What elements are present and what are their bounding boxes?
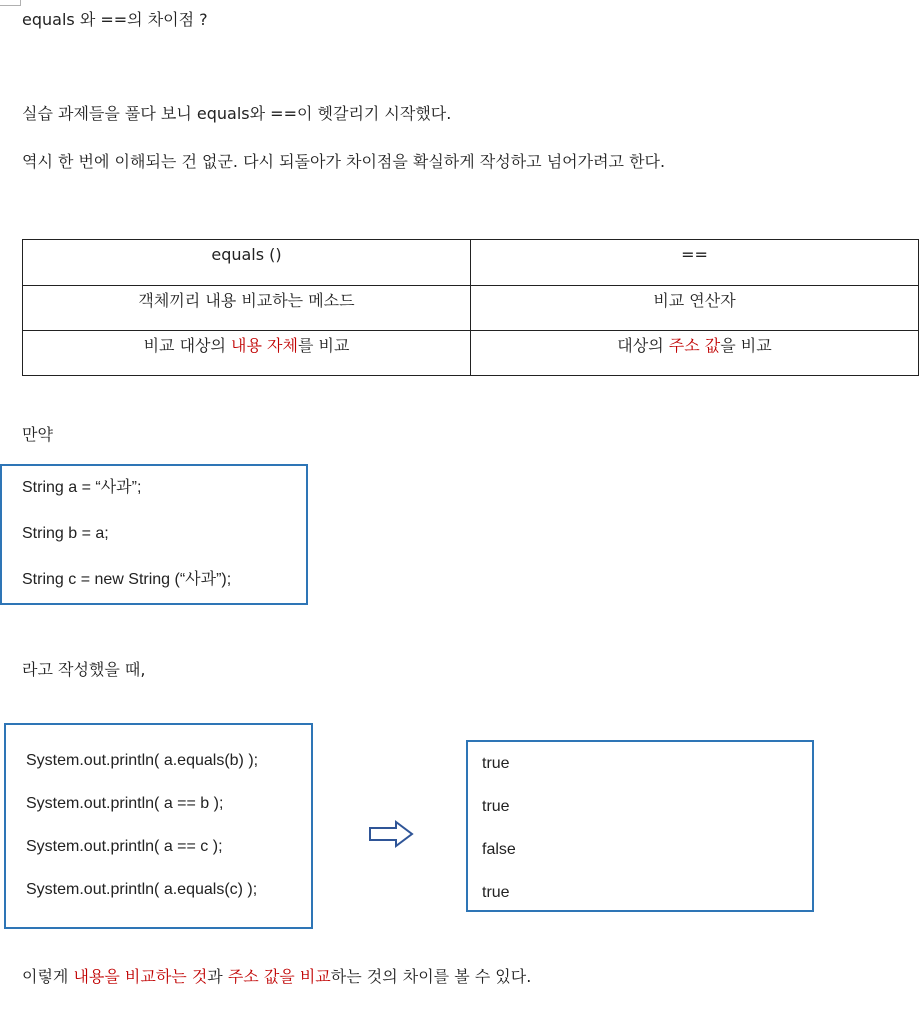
code-line: String b = a; (22, 525, 109, 542)
conclusion-text: 하는 것의 차이를 볼 수 있다. (330, 967, 532, 986)
conclusion-text: 과 (207, 967, 228, 986)
code-line: System.out.println( a.equals(c) ); (26, 881, 258, 898)
code-line: String c = new String (“사과”); (22, 571, 232, 588)
conclusion-text: 이렇게 (22, 967, 74, 986)
conclusion-highlight: 내용을 비교하는 것 (73, 967, 208, 986)
print-statements-box (4, 723, 313, 929)
code-line: System.out.println( a == b ); (26, 795, 224, 812)
document-title: equals 와 ==의 차이점 ? (22, 10, 208, 29)
code-line: System.out.println( a == c ); (26, 838, 223, 855)
cell-highlight: 주소 값 (668, 336, 721, 355)
conclusion-highlight: 주소 값을 비교 (227, 967, 331, 986)
page-corner-mark (0, 0, 21, 6)
code-line: System.out.println( a.equals(b) ); (26, 752, 259, 769)
cell-text: 를 비교 (297, 336, 350, 355)
table-cell-operator-desc: 비교 연산자 (471, 286, 919, 331)
result-line: false (482, 841, 516, 858)
intro-line-1: 실습 과제들을 풀다 보니 equals와 ==이 헷갈리기 시작했다. (22, 104, 452, 123)
table-cell-equals-desc: 객체끼리 내용 비교하는 메소드 (23, 286, 471, 331)
written-label: 라고 작성했을 때, (22, 660, 146, 679)
comparison-table (22, 239, 919, 376)
intro-line-2: 역시 한 번에 이해되는 건 없군. 다시 되돌아가 차이점을 확실하게 작성하고 넘어가려고 한다. (22, 152, 666, 171)
result-line: true (482, 884, 510, 901)
results-box (466, 740, 814, 912)
code-line: String a = “사과”; (22, 479, 142, 496)
table-row (23, 286, 919, 331)
table-cell-equals-compare (23, 331, 471, 376)
table-cell-operator-compare (471, 331, 919, 376)
cell-text: 을 비교 (720, 336, 772, 355)
table-header-equals: equals () (23, 240, 471, 286)
if-label: 만약 (22, 425, 53, 444)
cell-highlight: 내용 자체 (231, 336, 298, 355)
right-arrow-outline-icon (368, 820, 414, 848)
conclusion (22, 967, 531, 987)
cell-text: 비교 대상의 (143, 336, 232, 355)
declaration-box (0, 464, 308, 605)
cell-text: 대상의 (617, 336, 669, 355)
result-line: true (482, 798, 510, 815)
table-row (23, 331, 919, 376)
table-header-operator: == (471, 240, 919, 286)
result-line: true (482, 755, 510, 772)
table-header-row (23, 240, 919, 286)
